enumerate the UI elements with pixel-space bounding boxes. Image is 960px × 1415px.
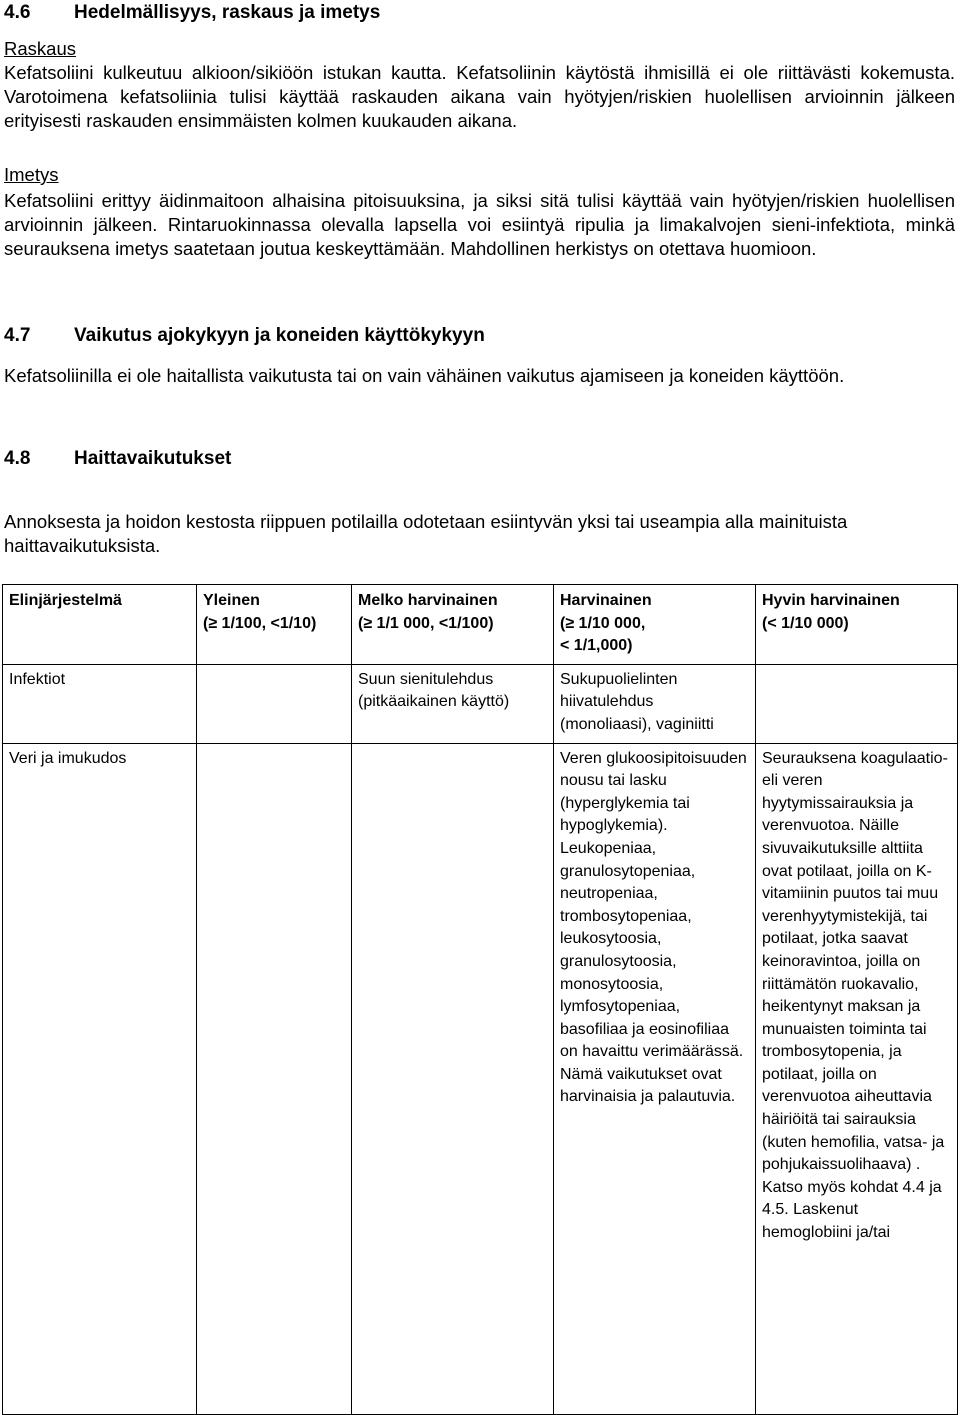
cell-very-rare: Seurauksena koagulaatio- eli veren hyytymissairauksia ja verenvuotoa. Näille sivuvaikutuksille alttiita ovat potilaat, joilla on K-vitamiinin puutos tai muu verenhyytymistekijä, tai potilaat, jotka saavat keinoravintoa, joilla on riittämätön ruokavalio, heikentynyt maksan ja munuaisten toiminta tai trombosytopenia, ja potilaat, joilla on verenvuotoa aiheuttavia häiriöitä tai sairauksia (kuten hemofilia, vatsa- ja pohjukaissuolihaava) . Katso myös kohdat 4.4 ja 4.5. Laskenut hemoglobiini ja/tai [756, 743, 958, 1414]
header-common [197, 585, 352, 665]
cell-uncommon [352, 743, 554, 1414]
section-4-8-heading [4, 448, 944, 470]
cell-organ: Veri ja imukudos [3, 743, 197, 1414]
cell-common [197, 743, 352, 1414]
cell-very-rare [756, 664, 958, 743]
section-number: 4.7 [4, 325, 31, 346]
header-text: Harvinainen (≥ 1/10 000, < 1/1,000) [560, 592, 652, 655]
cell-common [197, 664, 352, 743]
cell-rare: Sukupuolielinten hiivatulehdus (monoliaasi), vaginiitti [554, 664, 756, 743]
table-row [3, 664, 958, 743]
cell-uncommon: Suun sienitulehdus (pitkäaikainen käyttö) [352, 664, 554, 743]
section-title: Hedelmällisyys, raskaus ja imetys [74, 2, 381, 23]
header-text: Melko harvinainen (≥ 1/1 000, <1/100) [358, 592, 498, 632]
raskaus-subheading: Raskaus [4, 38, 76, 59]
section-4-7-paragraph: Kefatsoliinilla ei ole haitallista vaikutusta tai on vain vähäinen vaikutus ajamiseen ja koneiden käyttöön. [4, 365, 845, 386]
raskaus-paragraph: Kefatsoliini kulkeutuu alkioon/sikiöön istukan kautta. Kefatsoliinin käytöstä ihmisillä ei ole riittävästi kokemusta. Varotoimena kefatsoliinia tulisi käyttää raskauden aikana vain hyötyjen/riskien huolellisen arvioinnin jälkeen erityisesti raskauden ensimmäisten kolmen kuukauden aikana. [4, 62, 955, 131]
cell-organ: Infektiot [3, 664, 197, 743]
section-title: Haittavaikutukset [74, 448, 232, 469]
cell-rare: Veren glukoosipitoisuuden nousu tai lasku (hyperglykemia tai hypoglykemia). Leukopeniaa, granulosytopeniaa, neutropeniaa, trombosytopeniaa, leukosytoosia, granulosytoosia, monosytoosia, lymfosytopeniaa, basofiliaa ja eosinofiliaa on havaittu verimäärässä. Nämä vaikutukset ovat harvinaisia ja palautuvia. [554, 743, 756, 1414]
adverse-effects-table [2, 584, 958, 1415]
section-4-8-intro: Annoksesta ja hoidon kestosta riippuen potilailla odotetaan esiintyvän yksi tai useampia alla mainituista haittavaikutuksista. [4, 511, 848, 556]
header-uncommon [352, 585, 554, 665]
header-rare [554, 585, 756, 665]
section-title: Vaikutus ajokykyyn ja koneiden käyttökykyyn [74, 325, 485, 346]
section-4-6-heading [4, 2, 944, 24]
imetys-paragraph: Kefatsoliini erittyy äidinmaitoon alhaisina pitoisuuksina, ja siksi sitä tulisi käyttää vain hyötyjen/riskien huolellisen arvioinnin jälkeen. Rintaruokinnassa olevalla lapsella voi esiintyä ripulia ja limakalvojen sieni-infektiota, minkä seurauksena imetys saatetaan joutua keskeyttämään. Mahdollinen herkistys on otettava huomioon. [4, 190, 955, 259]
header-text: Elinjärjestelmä [9, 592, 122, 609]
header-text: Hyvin harvinainen (< 1/10 000) [762, 592, 900, 632]
imetys-subheading: Imetys [4, 164, 59, 185]
section-number: 4.8 [4, 448, 31, 469]
table-header-row [3, 585, 958, 665]
table-row [3, 743, 958, 1414]
header-organ-system [3, 585, 197, 665]
header-very-rare [756, 585, 958, 665]
header-text: Yleinen (≥ 1/100, <1/10) [203, 592, 317, 632]
section-4-7-heading [4, 325, 944, 347]
section-number: 4.6 [4, 2, 31, 23]
